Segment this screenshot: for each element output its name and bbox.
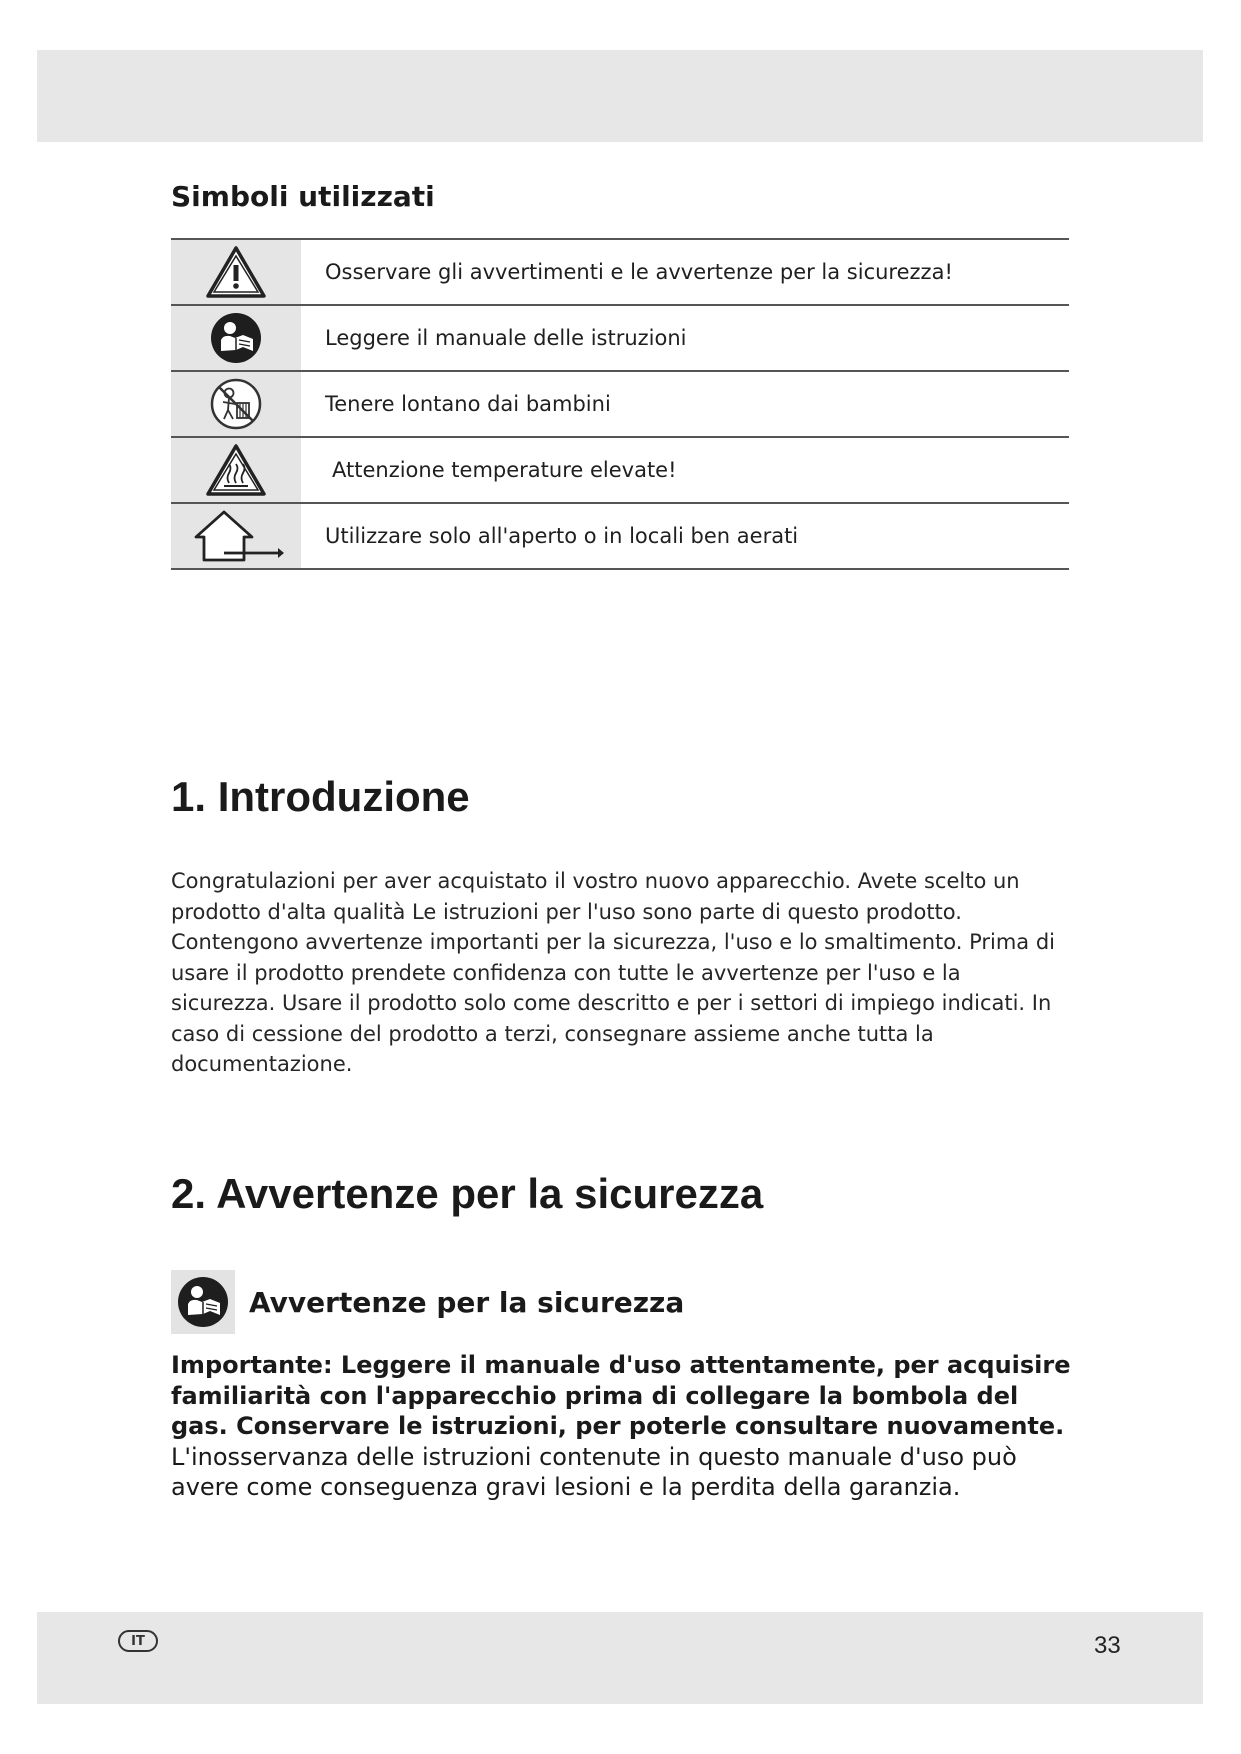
important-notice xyxy=(171,1350,1071,1503)
read-manual-icon xyxy=(176,1275,230,1329)
introduction-body: Congratulazioni per aver acquistato il vostro nuovo apparecchio. Avete scelto un prodotto d'alta qualità Le istruzioni per l'uso sono parte di questo prodotto. Contengono avvertenze importanti per la sicurezza, l'uso e lo smaltimento. Prima di usare il prodotto prendete confidenza con tutte le avvertenze per l'uso e la sicurezza. Usare il prodotto solo come descritto e per i settori di impiego indicati. In caso di cessione del prodotto a terzi, consegnare assieme anche tutta la documentazione. xyxy=(171,869,1056,1076)
symbol-text: Leggere il manuale delle istruzioni xyxy=(325,326,687,350)
keep-away-children-icon xyxy=(209,377,263,431)
safety-subheading xyxy=(171,1270,684,1334)
important-notice-text: L'inosservanza delle istruzioni contenute in questo manuale d'uso può avere come conseguenza gravi lesioni e la perdita della garanzia. xyxy=(171,1442,1017,1501)
read-manual-icon xyxy=(209,311,263,365)
introduction-title: 1. Introduzione xyxy=(171,773,470,820)
warning-triangle-icon xyxy=(205,245,267,299)
symbols-section-title: Simboli utilizzati xyxy=(171,180,435,213)
language-badge: IT xyxy=(118,1630,158,1652)
symbols-table xyxy=(171,238,1069,570)
symbol-text: Attenzione temperature elevate! xyxy=(332,458,677,482)
header-band xyxy=(37,50,1203,142)
symbol-text: Osservare gli avvertimenti e le avvertenze per la sicurezza! xyxy=(325,260,953,284)
outdoor-ventilation-icon xyxy=(188,507,284,565)
safety-subheading-text: Avvertenze per la sicurezza xyxy=(249,1285,685,1319)
important-notice-bold: Importante: Leggere il manuale d'uso attentamente, per acquisire familiarità con l'apparecchio prima di collegare la bombola del gas. Conservare le istruzioni, per poterle consultare nuovamente. xyxy=(171,1351,1071,1440)
page-number: 33 xyxy=(1094,1632,1121,1659)
symbol-row xyxy=(171,504,1069,570)
symbol-row xyxy=(171,240,1069,306)
safety-title: 2. Avvertenze per la sicurezza xyxy=(171,1170,764,1217)
footer-band xyxy=(37,1612,1203,1704)
symbol-row xyxy=(171,372,1069,438)
symbol-text: Tenere lontano dai bambini xyxy=(325,392,611,416)
symbol-row xyxy=(171,306,1069,372)
hot-surface-icon xyxy=(205,443,267,497)
symbol-row xyxy=(171,438,1069,504)
symbol-text: Utilizzare solo all'aperto o in locali ben aerati xyxy=(325,524,799,548)
